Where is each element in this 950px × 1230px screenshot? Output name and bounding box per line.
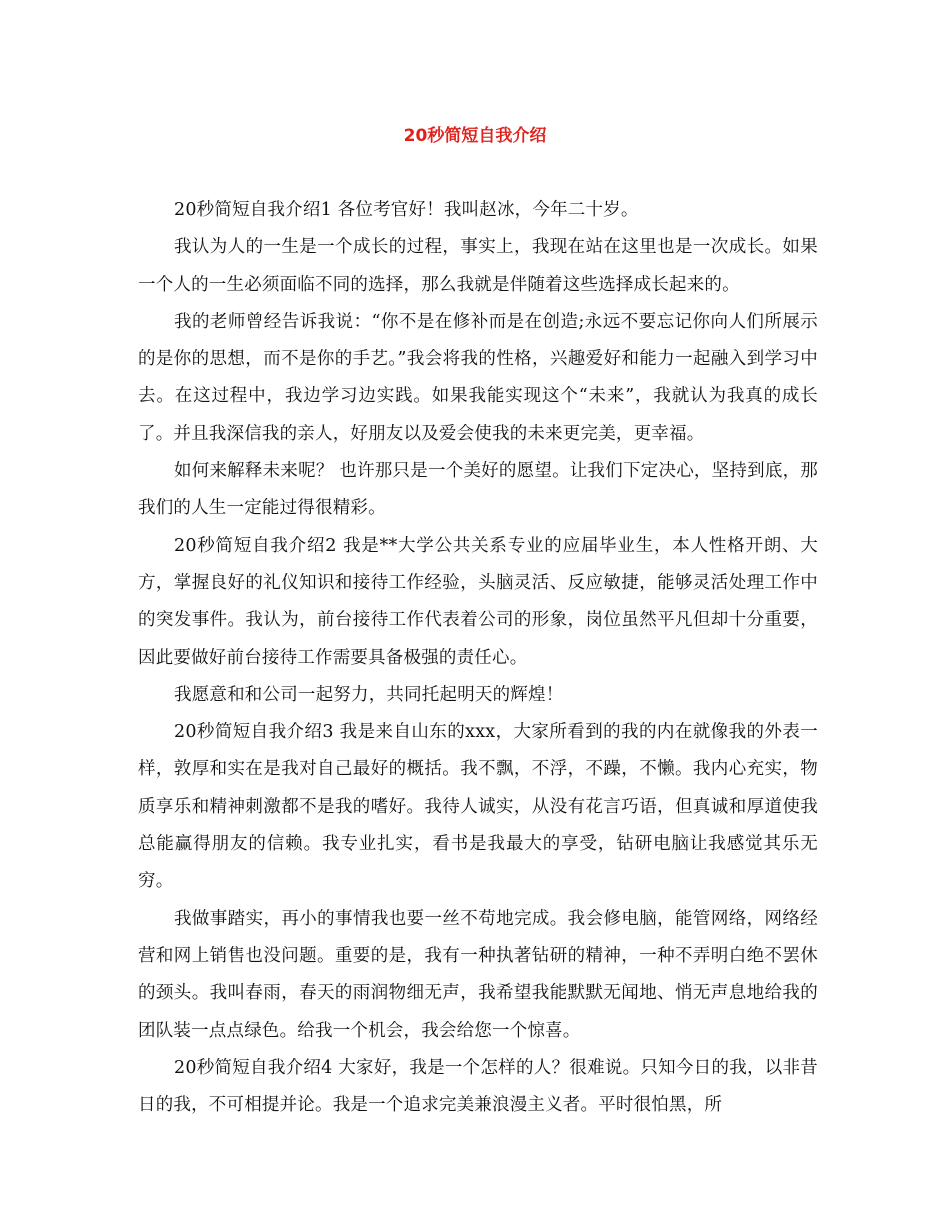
paragraph-1: 20秒简短自我介绍1 各位考官好！我叫赵冰，今年二十岁。 — [174, 200, 639, 220]
document-body — [138, 192, 818, 1124]
document-title: 20秒简短自我介绍 — [403, 126, 547, 146]
paragraph-6: 我愿意和和公司一起努力，共同托起明天的辉煌！ — [174, 684, 564, 705]
paragraph-5: 20秒简短自我介绍2 我是**大学公共关系专业的应届毕业生，本人性格开朗、大方，掌握良好的礼仪知识和接待工作经验，头脑灵活、反应敏捷，能够灵活处理工作中的突发事件。我认为，前台接待工作代表着公司的形象，岗位虽然平凡但却十分重要，因此要做好前台接待工作需要具备极强的责任心。 — [138, 535, 818, 668]
paragraph-2: 我认为人的一生是一个成长的过程，事实上，我现在站在这里也是一次成长。如果一个人的一生必须面临不同的选择，那么我就是伴随着这些选择成长起来的。 — [138, 237, 818, 295]
paragraph-9: 20秒简短自我介绍4 大家好，我是一个怎样的人？很难说。只知今日的我，以非昔日的我，不可相提并论。我是一个追求完美兼浪漫主义者。平时很怕黑，所 — [138, 1057, 818, 1116]
paragraph-4: 如何来解释未来呢？ 也许那只是一个美好的愿望。让我们下定决心，坚持到底，那我们的人生一定能过得很精彩。 — [138, 461, 818, 519]
paragraph-3: 我的老师曾经告诉我说：“你不是在修补而是在创造;永远不要忘记你向人们所展示的是你的思想，而不是你的手艺。”我会将我的性格，兴趣爱好和能力一起融入到学习中去。在这过程中，我边学习边实践。如果我能实现这个“未来”，我就认为我真的成长了。并且我深信我的亲人，好朋友以及爱会使我的未来更完美，更幸福。 — [138, 311, 818, 444]
paragraph-8: 我做事踏实，再小的事情我也要一丝不苟地完成。我会修电脑，能管网络，网络经营和网上销售也没问题。重要的是，我有一种执著钻研的精神，一种不弄明白绝不罢休的颈头。我叫春雨，春天的雨润物细无声，我希望我能默默无闻地、悄无声息地给我的团队装一点点绿色。给我一个机会，我会给您一个惊喜。 — [138, 908, 818, 1041]
paragraph-7: 20秒简短自我介绍3 我是来自山东的xxx，大家所看到的我的内在就像我的外表一样，敦厚和实在是我对自己最好的概括。我不飘，不浮，不躁，不懒。我内心充实，物质享乐和精神刺激都不是我的嗜好。我待人诚实，从没有花言巧语，但真诚和厚道使我总能赢得朋友的信赖。我专业扎实，看书是我最大的享受，钻研电脑让我感觉其乐无穷。 — [138, 722, 818, 892]
